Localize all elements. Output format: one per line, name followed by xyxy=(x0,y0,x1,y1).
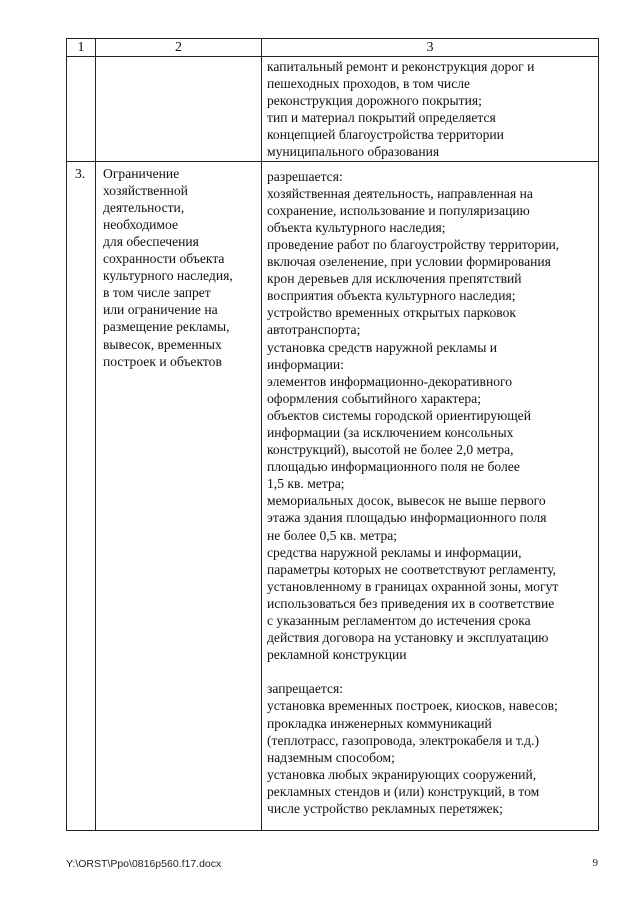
footer-file-path: Y:\ORST\Ppo\0816p560.f17.docx xyxy=(66,858,222,870)
text-line: пешеходных проходов, в том числе xyxy=(267,76,471,92)
text-line: проведение работ по благоустройству территории, xyxy=(267,236,560,252)
text-line: хозяйственной xyxy=(103,182,188,198)
text-line: параметры которых не соответствуют регламенту, xyxy=(267,561,557,577)
table-row-3 xyxy=(67,161,599,830)
number-cell xyxy=(67,161,96,830)
text-line: культурного наследия, xyxy=(103,268,233,284)
text-line: реконструкция дорожного покрытия; xyxy=(267,93,482,109)
text-line: деятельности, xyxy=(103,199,185,215)
text-line: разрешается: xyxy=(267,168,343,184)
text-line: тип и материал покрытий определяется xyxy=(267,110,496,126)
text-line: вывесок, временных xyxy=(103,336,222,352)
text-line: не более 0,5 кв. метра; xyxy=(267,527,398,543)
table-header-row xyxy=(67,39,599,57)
text-line: для обеспечения xyxy=(103,233,199,249)
text-line: сохранение, использование и популяризацию xyxy=(267,202,530,218)
number-cell xyxy=(67,57,96,162)
name-cell xyxy=(96,161,262,830)
text-line: хозяйственная деятельность, направленная на xyxy=(267,185,533,201)
text-line: использоваться без приведения их в соответствие xyxy=(267,595,555,611)
content-cell xyxy=(262,57,599,162)
header-cell-1: 1 xyxy=(67,39,96,57)
text-line: надземным способом; xyxy=(267,749,395,765)
text-line: элементов информационно-декоративного xyxy=(267,373,513,389)
text-line: средства наружной рекламы и информации, xyxy=(267,544,522,560)
table-row-continuation xyxy=(67,57,599,162)
row-number: 3. xyxy=(75,165,86,181)
text-line: числе устройство рекламных перетяжек; xyxy=(267,801,503,817)
text-line: площадью информационного поля не более xyxy=(267,459,520,475)
header-cell-2: 2 xyxy=(96,39,262,57)
text-line: информации: xyxy=(267,356,344,372)
text-line: мемориальных досок, вывесок не выше первого xyxy=(267,493,546,509)
text-line: Ограничение xyxy=(103,165,180,181)
text-line: устройство временных открытых парковок xyxy=(267,305,516,321)
row-number xyxy=(67,57,95,60)
text-line: оформления событийного характера; xyxy=(267,390,481,406)
text-line: установка средств наружной рекламы и xyxy=(267,339,498,355)
row-name xyxy=(96,57,261,60)
text-line: информации (за исключением консольных xyxy=(267,424,514,440)
text-line: рекламных стендов и (или) конструкций, в том xyxy=(267,783,540,799)
text-line: действия договора на установку и эксплуатацию xyxy=(267,630,549,646)
text-line: концепцией благоустройства территории xyxy=(267,127,504,143)
text-line: (теплотрасс, газопровода, электрокабеля и т.д.) xyxy=(267,732,540,748)
blank-line xyxy=(267,663,598,680)
row-content xyxy=(262,57,598,161)
text-line: построек и объектов xyxy=(103,353,222,369)
text-line: установка любых экранирующих сооружений, xyxy=(267,766,537,782)
text-line: конструкций), высотой не более 2,0 метра, xyxy=(267,442,514,458)
header-cell-3: 3 xyxy=(262,39,599,57)
text-line: прокладка инженерных коммуникаций xyxy=(267,715,492,731)
text-line: этажа здания площадью информационного поля xyxy=(267,510,547,526)
text-line: установленному в границах охранной зоны, могут xyxy=(267,578,559,594)
name-cell xyxy=(96,57,262,162)
text-line: объектов системы городской ориентирующей xyxy=(267,407,531,423)
text-line: восприятия объекта культурного наследия; xyxy=(267,288,516,304)
text-line: установка временных построек, киосков, навесов; xyxy=(267,698,558,714)
text-line: сохранности объекта xyxy=(103,251,225,267)
text-line: включая озеленение, при условии формирования xyxy=(267,254,551,270)
content-cell xyxy=(262,161,599,830)
row-name xyxy=(96,162,261,370)
regulation-table xyxy=(66,38,599,831)
text-line: с указанным регламентом до истечения срока xyxy=(267,613,531,628)
text-line: 1,5 кв. метра; xyxy=(267,476,345,492)
text-line: или ограничение на xyxy=(103,302,218,318)
text-line: автотранспорта; xyxy=(267,322,361,338)
text-line: крон деревьев для исключения препятствий xyxy=(267,271,522,287)
text-line: размещение рекламы, xyxy=(103,319,230,335)
text-line: в том числе запрет xyxy=(103,285,211,301)
text-line: капитальный ремонт и реконструкция дорог и xyxy=(267,59,535,74)
text-line: муниципального образования xyxy=(267,144,440,160)
text-line: запрещается: xyxy=(267,681,344,697)
text-line: объекта культурного наследия; xyxy=(267,219,446,235)
row-content xyxy=(262,162,598,818)
footer-page-number: 9 xyxy=(592,857,598,869)
text-line: необходимое xyxy=(103,216,178,232)
text-line: рекламной конструкции xyxy=(267,647,407,663)
